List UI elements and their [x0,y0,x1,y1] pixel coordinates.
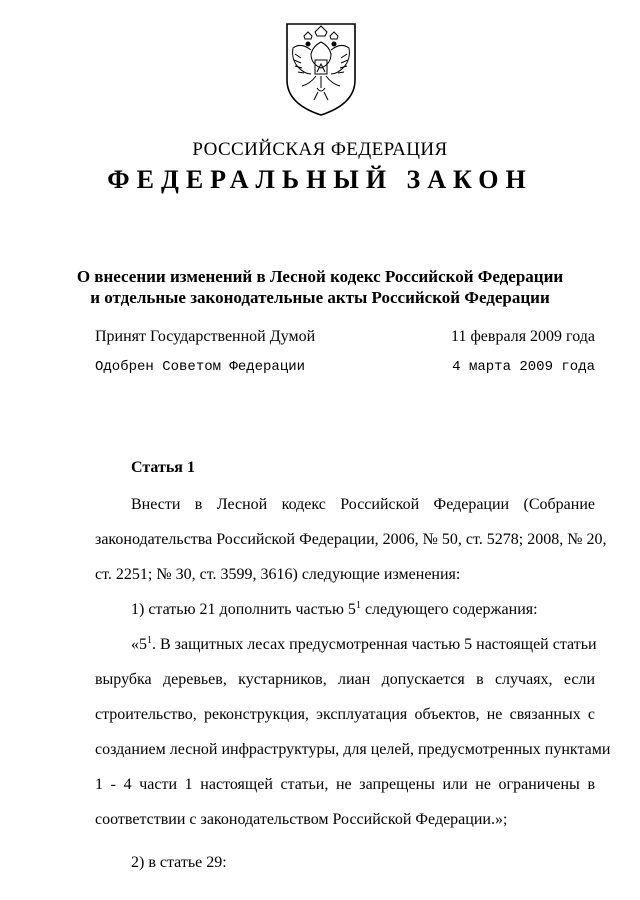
quote-line: соответствии с законодательством Российской Федерации.»; [95,811,508,828]
duma-label: Принят Государственной Думой [95,328,316,345]
body-line: законодательства Российской Федерации, 2006, № 50, ст. 5278; 2008, № 20, [95,531,607,548]
subject-line: и отдельные законодательные акты Российской Федерации [90,288,550,307]
article-body [95,487,611,880]
law-subject [0,266,640,308]
quote-line: строительство, реконструкция, эксплуатация объектов, не связанных с [95,706,595,723]
law-title: ФЕДЕРАЛЬНЫЙ ЗАКОН [107,165,533,194]
country-name: РОССИЙСКАЯ ФЕДЕРАЦИЯ [192,139,448,160]
council-date: 4 марта 2009 года [452,359,595,375]
quote-line: 1 - 4 части 1 настоящей статьи, не запрещены или не ограничены в [95,776,595,793]
body-line: ст. 2251; № 30, ст. 3599, 3616) следующие изменения: [95,566,461,583]
item-text: 1) статью 21 дополнить частью 5 [131,601,356,618]
article-heading: Статья 1 [131,459,195,476]
item-text: следующего содержания: [360,601,538,618]
superscript: 1 [355,600,361,611]
quote-text: «5 [131,636,147,653]
list-item [95,592,595,627]
coat-of-arms-emblem [282,20,360,118]
list-item: 2) в статье 29: [131,854,227,871]
body-line: Внести в Лесной кодекс Российской Федерации (Собрание [131,496,595,513]
duma-date: 11 февраля 2009 года [451,328,595,345]
quote-line [95,627,595,662]
quote-line: созданием лесной инфраструктуры, для целей, предусмотренных пунктами [95,741,611,758]
quote-line: вырубка деревьев, кустарников, лиан допускается в случаях, если [95,671,595,688]
council-label: Одобрен Советом Федерации [95,359,306,375]
superscript: 1 [147,635,152,646]
subject-line: О внесении изменений в Лесной кодекс Российской Федерации [76,267,564,286]
quote-text: . В защитных лесах предусмотренная частью 5 настоящей статьи [152,636,597,653]
